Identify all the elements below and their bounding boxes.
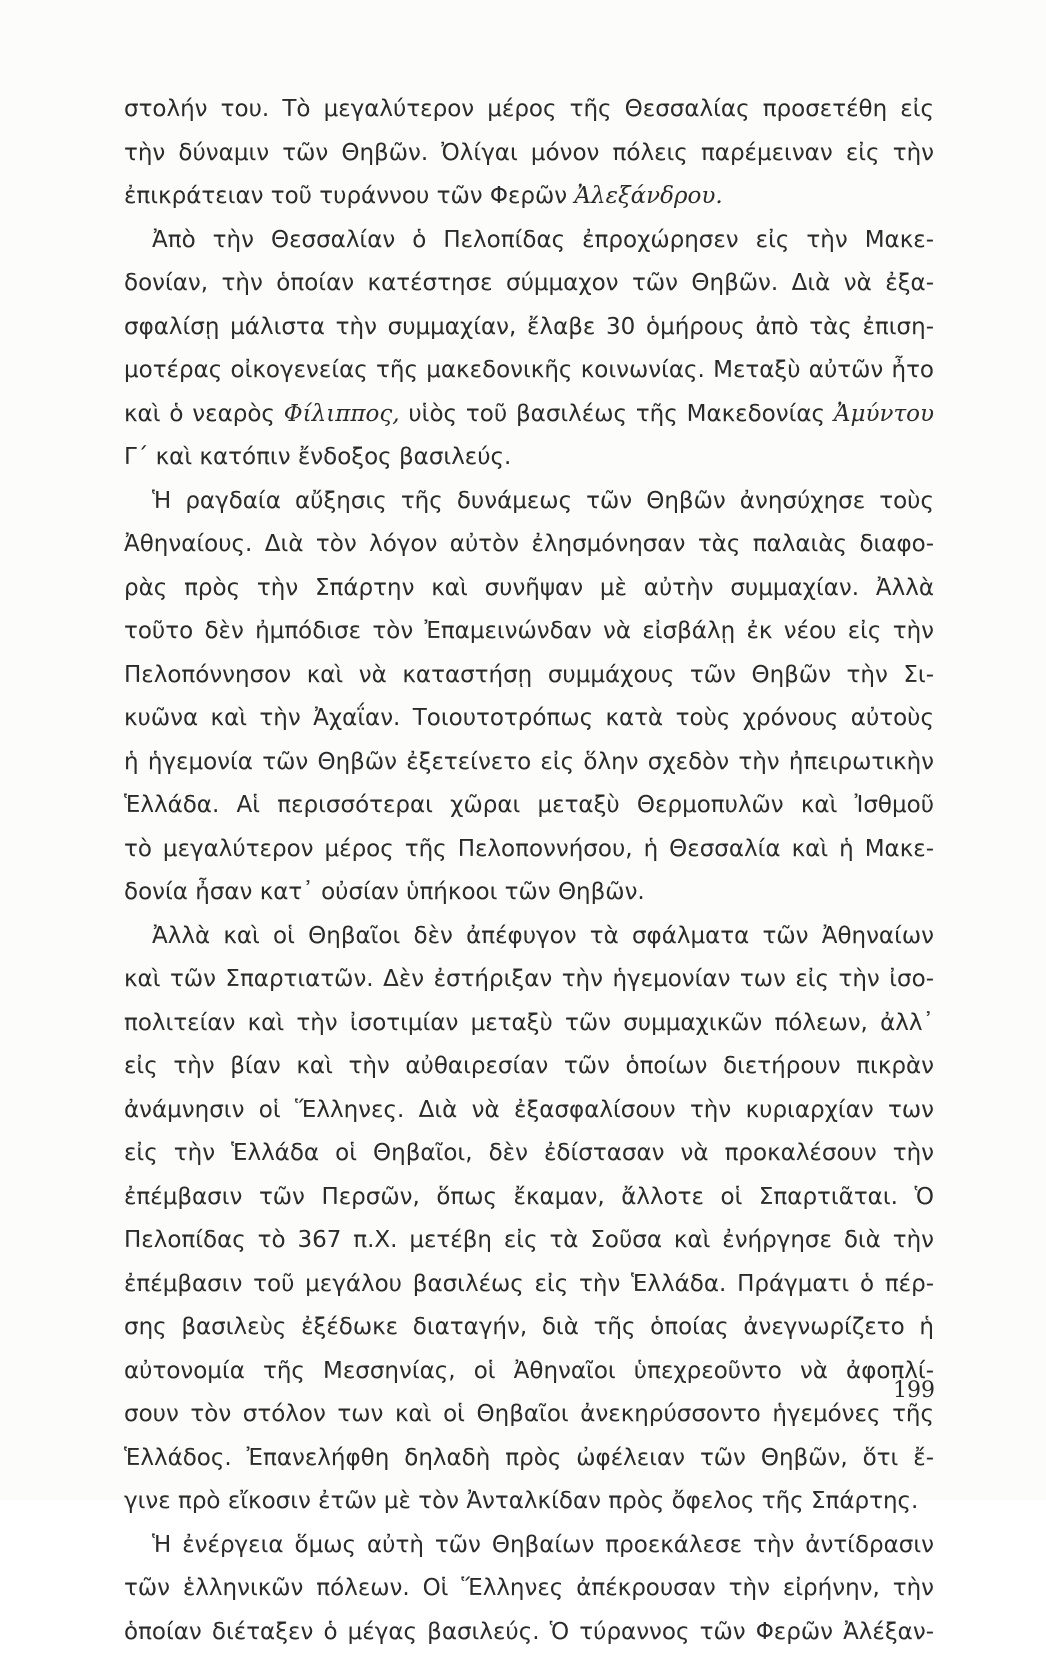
text-fragment: ἐπικράτειαν τοῦ τυράννου τῶν Φερῶν [124, 183, 567, 209]
text-line: τὸ μεγαλύτερον μέρος τῆς Πελοποννήσου, ἡ Θεσσαλία καὶ ἡ Μακε- [124, 828, 934, 872]
text-line: γινε πρὸ εἴκοσιν ἐτῶν μὲ τὸν Ἀνταλκίδαν πρὸς ὄφελος τῆς Σπάρτης. [124, 1480, 934, 1524]
text-line: δονίαν, τὴν ὁποίαν κατέστησε σύμμαχον τῶν Θηβῶν. Διὰ νὰ ἐξα- [124, 262, 934, 306]
text-line: ρὰς πρὸς τὴν Σπάρτην καὶ συνῆψαν μὲ αὐτὴν συμμαχίαν. Ἀλλὰ [124, 567, 934, 611]
text-line: ὁποίαν διέταξεν ὁ μέγας βασιλεύς. Ὁ τύραννος τῶν Φερῶν Ἀλέξαν- [124, 1611, 934, 1654]
text-line: ἐπέμβασιν τοῦ μεγάλου βασιλέως εἰς τὴν Ἑλλάδα. Πράγματι ὁ πέρ- [124, 1263, 934, 1307]
text-line: Ἡ ἐνέργεια ὅμως αὐτὴ τῶν Θηβαίων προεκάλεσε τὴν ἀντίδρασιν [124, 1524, 934, 1568]
italic-name: Ἀλεξάνδρου. [574, 183, 722, 209]
text-line [124, 393, 934, 437]
text-line: αὐτονομία τῆς Μεσσηνίας, οἱ Ἀθηναῖοι ὑπεχρεοῦντο νὰ ἀφοπλί- [124, 1350, 934, 1394]
text-line: Ἑλλάδα. Αἱ περισσότεραι χῶραι μεταξὺ Θερμοπυλῶν καὶ Ἰσθμοῦ [124, 784, 934, 828]
text-line: Πελοπίδας τὸ 367 π.Χ. μετέβη εἰς τὰ Σοῦσα καὶ ἐνήργησε διὰ τὴν [124, 1219, 934, 1263]
text-line: πολιτείαν καὶ τὴν ἰσοτιμίαν μεταξὺ τῶν συμμαχικῶν πόλεων, ἀλλ᾽ [124, 1002, 934, 1046]
text-line: ἡ ἡγεμονία τῶν Θηβῶν ἐξετείνετο εἰς ὅλην σχεδὸν τὴν ἠπειρωτικὴν [124, 741, 934, 785]
italic-name: Φίλιππος, [284, 401, 400, 427]
text-line: μοτέρας οἰκογενείας τῆς μακεδονικῆς κοινωνίας. Μεταξὺ αὐτῶν ἦτο [124, 349, 934, 393]
text-line: Ἀθηναίους. Διὰ τὸν λόγον αὐτὸν ἐλησμόνησαν τὰς παλαιὰς διαφο- [124, 523, 934, 567]
page-number: 199 [893, 1378, 935, 1403]
text-line: Ἑλλάδος. Ἐπανελήφθη δηλαδὴ πρὸς ὠφέλειαν τῶν Θηβῶν, ὅτι ἔ- [124, 1437, 934, 1481]
text-line: καὶ τῶν Σπαρτιατῶν. Δὲν ἐστήριξαν τὴν ἡγεμονίαν των εἰς τὴν ἰσο- [124, 958, 934, 1002]
text-line [124, 175, 934, 219]
text-line: Πελοπόννησον καὶ νὰ καταστήσῃ συμμάχους τῶν Θηβῶν τὴν Σι- [124, 654, 934, 698]
text-line: δονία ἦσαν κατ᾽ οὐσίαν ὑπήκοοι τῶν Θηβῶν. [124, 871, 934, 915]
italic-name: Ἀμύντου [834, 401, 934, 427]
text-line: κυῶνα καὶ τὴν Ἀχαΐαν. Τοιουτοτρόπως κατὰ τοὺς χρόνους αὐτοὺς [124, 697, 934, 741]
text-line: εἰς τὴν Ἑλλάδα οἱ Θηβαῖοι, δὲν ἐδίστασαν νὰ προκαλέσουν τὴν [124, 1132, 934, 1176]
text-line: σφαλίσῃ μάλιστα τὴν συμμαχίαν, ἔλαβε 30 ὁμήρους ἀπὸ τὰς ἐπιση- [124, 306, 934, 350]
text-line: Ἡ ραγδαία αὔξησις τῆς δυνάμεως τῶν Θηβῶν ἀνησύχησε τοὺς [124, 480, 934, 524]
text-line: ἀνάμνησιν οἱ Ἕλληνες. Διὰ νὰ ἐξασφαλίσουν τὴν κυριαρχίαν των [124, 1089, 934, 1133]
text-fragment: καὶ ὁ νεαρὸς [124, 401, 275, 427]
text-line: Ἀπὸ τὴν Θεσσαλίαν ὁ Πελοπίδας ἐπροχώρησεν εἰς τὴν Μακε- [124, 219, 934, 263]
text-line: στολήν του. Τὸ μεγαλύτερον μέρος τῆς Θεσσαλίας προσετέθη εἰς [124, 88, 934, 132]
text-line: τὴν δύναμιν τῶν Θηβῶν. Ὀλίγαι μόνον πόλεις παρέμειναν εἰς τὴν [124, 132, 934, 176]
text-line: εἰς τὴν βίαν καὶ τὴν αὐθαιρεσίαν τῶν ὁποίων διετήρουν πικρὰν [124, 1045, 934, 1089]
text-fragment: υἱὸς τοῦ βασιλέως τῆς Μακεδονίας [408, 401, 825, 427]
text-line: Γ΄ καὶ κατόπιν ἔνδοξος βασιλεύς. [124, 436, 934, 480]
body-text [124, 88, 934, 1654]
text-line: σουν τὸν στόλον των καὶ οἱ Θηβαῖοι ἀνεκηρύσσοντο ἡγεμόνες τῆς [124, 1393, 934, 1437]
text-line: σης βασιλεὺς ἐξέδωκε διαταγήν, διὰ τῆς ὁποίας ἀνεγνωρίζετο ἡ [124, 1306, 934, 1350]
text-line: τῶν ἑλληνικῶν πόλεων. Οἱ Ἕλληνες ἀπέκρουσαν τὴν εἰρήνην, τὴν [124, 1567, 934, 1611]
text-line: Ἀλλὰ καὶ οἱ Θηβαῖοι δὲν ἀπέφυγον τὰ σφάλματα τῶν Ἀθηναίων [124, 915, 934, 959]
text-line: τοῦτο δὲν ἠμπόδισε τὸν Ἐπαμεινώνδαν νὰ εἰσβάλῃ ἐκ νέου εἰς τὴν [124, 610, 934, 654]
text-line: ἐπέμβασιν τῶν Περσῶν, ὅπως ἔκαμαν, ἄλλοτε οἱ Σπαρτιᾶται. Ὁ [124, 1176, 934, 1220]
